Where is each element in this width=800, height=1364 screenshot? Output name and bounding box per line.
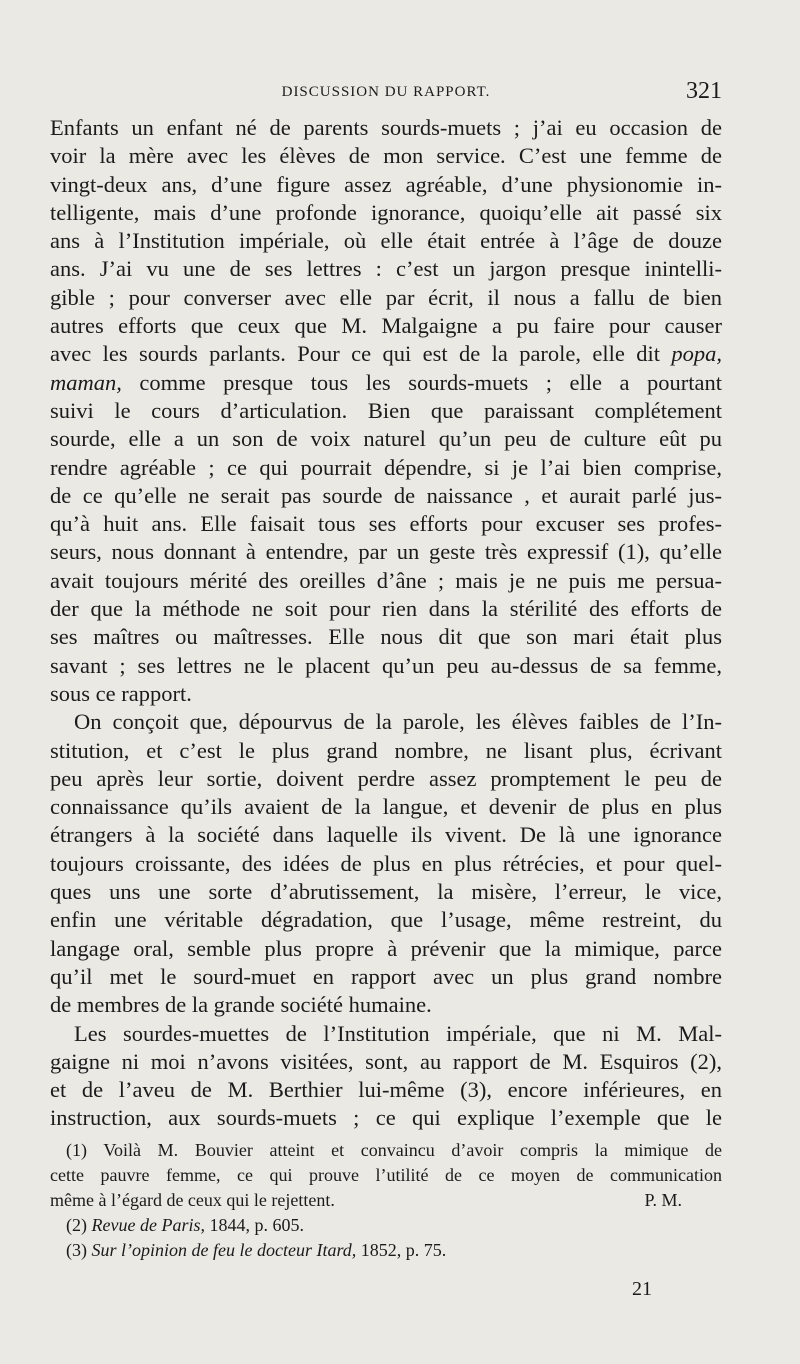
text-segment: comme presque tous les sourds-muets ; elle a pourtant (139, 369, 723, 395)
footnote-signature: P. M. (644, 1190, 682, 1210)
text-line: seurs, nous donnant à entendre, par un geste très expressif (1), qu’elle (50, 539, 722, 565)
text-line: avait toujours mérité des oreilles d’âne ; mais je ne puis me persua- (50, 567, 722, 593)
text-line: Les sourdes-muettes de l’Institution impériale, que ni M. Mal- (74, 1020, 722, 1046)
text-line: toujours croissante, des idées de plus en plus rétrécies, et pour quel- (50, 850, 722, 876)
text-line: Enfants un enfant né de parents sourds-muets ; j’ai eu occasion de (50, 115, 722, 140)
text-line: langage oral, semble plus propre à prévenir que la mimique, parce (50, 935, 722, 961)
page-number: 321 (686, 78, 722, 104)
text-line: savant ; ses lettres ne le placent qu’un peu au-dessus de sa femme, (50, 652, 722, 678)
footnote-1-line: cette pauvre femme, ce qui prouve l’utilité de ce moyen de communication (50, 1165, 722, 1185)
footnote-2-title: Revue de Paris, (91, 1215, 205, 1235)
italic-word: popa, (671, 341, 723, 367)
footnote-3-title: Sur l’opinion de feu le docteur Itard, (91, 1240, 357, 1260)
text-line: connaissance qu’ils avaient de la langue, et devenir de plus en plus (50, 794, 722, 820)
text-line: autres efforts que ceux que M. Malgaigne a pu faire pour causer (50, 313, 722, 339)
footnote-3 (50, 1238, 722, 1263)
footnote-1-line: (1) Voilà M. Bouvier atteint et convaincu d’avoir compris la mimique de (66, 1140, 722, 1160)
text-line: ques uns une sorte d’abrutissement, la misère, l’erreur, le vice, (50, 879, 722, 905)
text-line: gible ; pour converser avec elle par écrit, il nous a fallu de bien (50, 284, 722, 310)
text-line: telligente, mais d’une profonde ignorance, quoiqu’elle ait passé six (50, 199, 722, 225)
footnote-2 (50, 1213, 722, 1238)
text-line: ans à l’Institution impériale, où elle était entrée à l’âge de douze (50, 228, 722, 254)
page-header (50, 78, 722, 110)
text-line: suivi le cours d’articulation. Bien que paraissant complétement (50, 397, 722, 423)
text-line: ses maîtres ou maîtresses. Elle nous dit que son mari était plus (50, 624, 722, 650)
footnotes (50, 1138, 722, 1263)
text-line: stitution, et c’est le plus grand nombre, ne lisant plus, écrivant (50, 737, 722, 763)
text-line: rendre agréable ; ce qui pourrait dépendre, si je l’ai bien comprise, (50, 454, 722, 480)
text-line-maman (50, 369, 722, 397)
text-line-popa (50, 340, 722, 368)
text-line: voir la mère avec les élèves de mon service. C’est une femme de (50, 143, 722, 169)
text-segment: avec les sourds parlants. Pour ce qui est de la parole, elle dit (50, 341, 661, 367)
text-line: qu’à huit ans. Elle faisait tous ses efforts pour excuser ses profes- (50, 511, 722, 537)
text-line: instruction, aux sourds-muets ; ce qui explique l’exemple que le (50, 1105, 722, 1131)
text-line: der que la méthode ne soit pour rien dans la stérilité des efforts de (50, 596, 722, 622)
footnote-3-rest: 1852, p. 75. (360, 1240, 447, 1260)
footnote-3-number: (3) (66, 1240, 87, 1260)
signature-mark: 21 (632, 1278, 652, 1300)
text-line: de ce qu’elle ne serait pas sourde de naissance , et aurait parlé jus- (50, 482, 722, 508)
text-line: ans. J’ai vu une de ses lettres : c’est un jargon presque inintelli- (50, 256, 722, 282)
footnote-1-line-last (50, 1188, 722, 1213)
text-line: peu après leur sortie, doivent perdre assez promptement le peu de (50, 765, 722, 791)
running-title: DISCUSSION DU RAPPORT. (281, 84, 491, 100)
italic-word: maman, (50, 369, 122, 395)
text-line: gaigne ni moi n’avons visitées, sont, au rapport de M. Esquiros (2), (50, 1048, 722, 1074)
text-line: de membres de la grande société humaine. (50, 992, 432, 1018)
text-line: et de l’aveu de M. Berthier lui-même (3), encore inférieures, en (50, 1077, 722, 1103)
body-text (50, 114, 722, 1133)
text-line: enfin une véritable dégradation, que l’usage, même restreint, du (50, 907, 722, 933)
footnote-2-number: (2) (66, 1215, 87, 1235)
footnote-1-text: même à l’égard de ceux qui le rejettent. (50, 1190, 335, 1210)
text-line: qu’il met le sourd-muet en rapport avec un plus grand nombre (50, 963, 722, 989)
text-line: On conçoit que, dépourvus de la parole, les élèves faibles de l’In- (74, 709, 722, 735)
text-line: vingt-deux ans, d’une figure assez agréable, d’une physionomie in- (50, 171, 722, 197)
text-line: étrangers à la société dans laquelle ils vivent. De là une ignorance (50, 822, 722, 848)
footnote-2-rest: 1844, p. 605. (209, 1215, 304, 1235)
text-line: sous ce rapport. (50, 680, 192, 706)
text-line: sourde, elle a un son de voix naturel qu’un peu de culture eût pu (50, 426, 722, 452)
